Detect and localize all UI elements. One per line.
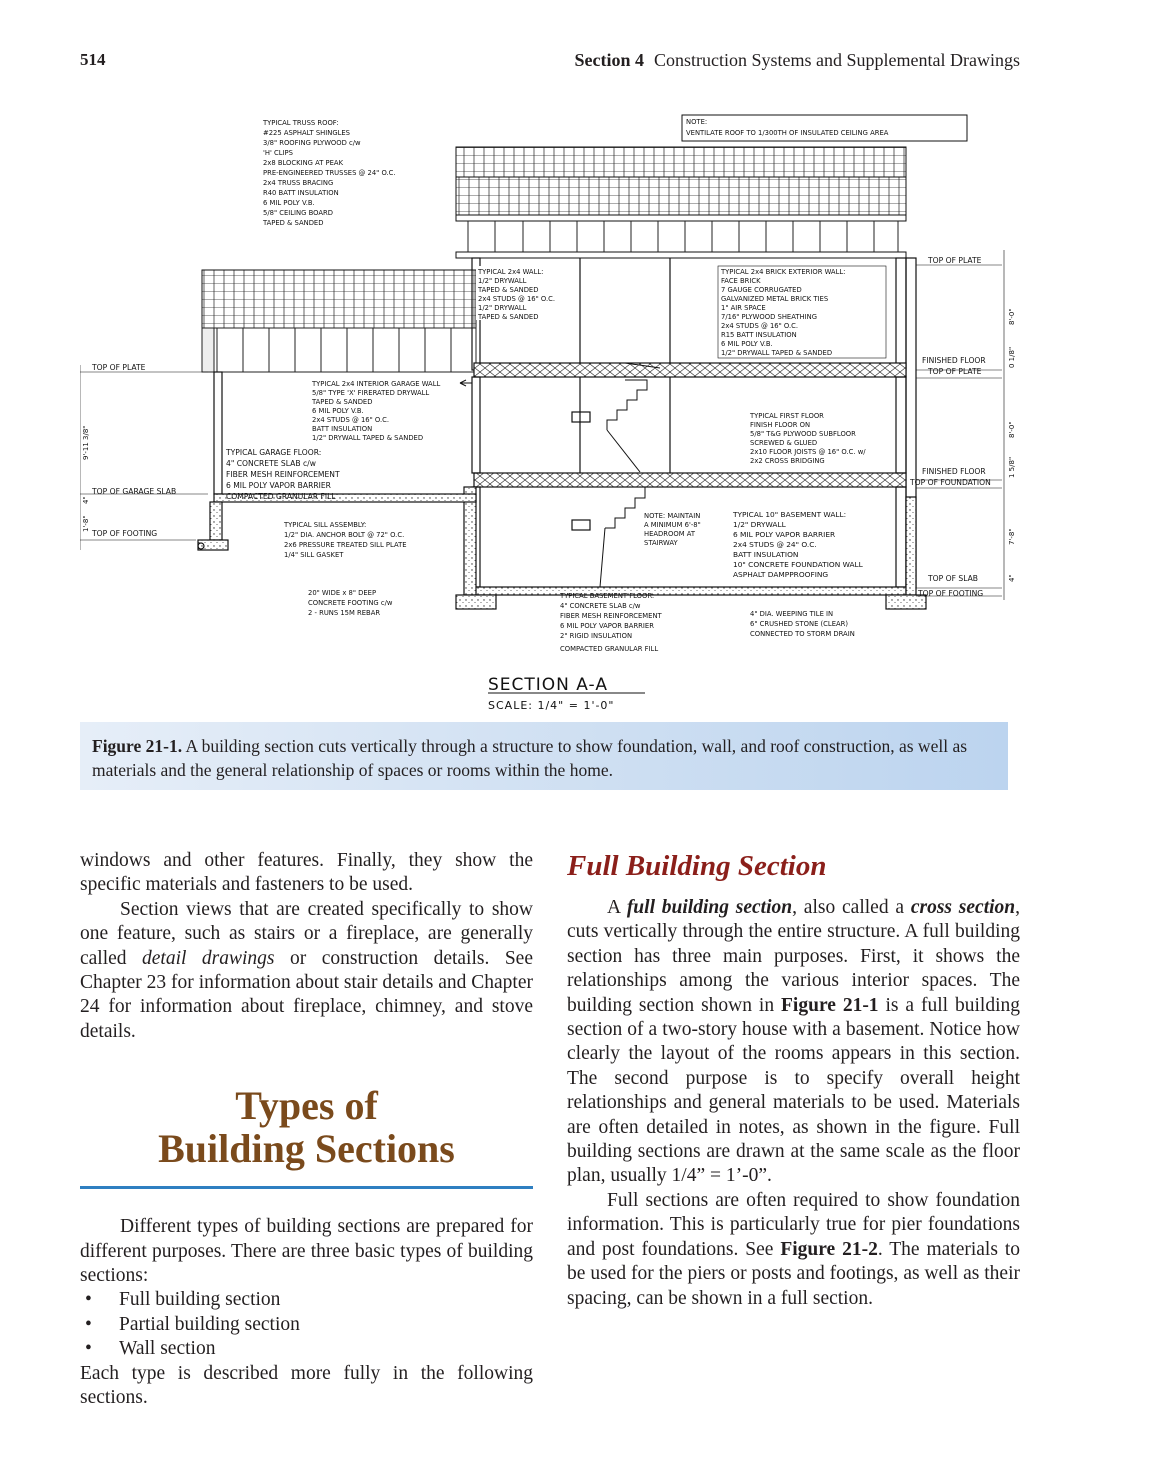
int-wall-note <box>476 266 555 321</box>
svg-text:ASPHALT DAMPPROOFING: ASPHALT DAMPPROOFING <box>733 570 829 579</box>
svg-text:SCREWED & GLUED: SCREWED & GLUED <box>750 439 818 447</box>
svg-text:TOP OF PLATE: TOP OF PLATE <box>928 367 982 376</box>
svg-text:6 MIL POLY V.B.: 6 MIL POLY V.B. <box>263 199 315 207</box>
list-item: • Full building section <box>80 1288 533 1312</box>
svg-text:VENTILATE ROOF TO 1/300TH OF I: VENTILATE ROOF TO 1/300TH OF INSULATED CEILING AREA <box>686 129 889 137</box>
svg-text:CONNECTED TO STORM DRAIN: CONNECTED TO STORM DRAIN <box>750 630 855 638</box>
svg-text:2x4 STUDS @ 16" O.C.: 2x4 STUDS @ 16" O.C. <box>721 322 799 330</box>
svg-text:TYPICAL 2x4 WALL:: TYPICAL 2x4 WALL: <box>478 268 544 276</box>
paragraph: windows and other features. Finally, they show the specific materials and fasteners to be used. <box>80 850 533 896</box>
svg-text:20" WIDE x 8" DEEP: 20" WIDE x 8" DEEP <box>308 589 377 597</box>
svg-text:2x6 PRESSURE TREATED SILL PLAT: 2x6 PRESSURE TREATED SILL PLATE <box>284 541 407 549</box>
svg-text:TAPED & SANDED: TAPED & SANDED <box>478 286 539 294</box>
brick-wall-note <box>718 266 886 358</box>
svg-text:#225 ASPHALT SHINGLES: #225 ASPHALT SHINGLES <box>263 129 350 137</box>
svg-text:7/16" PLYWOOD SHEATHING: 7/16" PLYWOOD SHEATHING <box>721 313 817 321</box>
right-level-labels <box>909 250 1016 600</box>
svg-text:6 MIL POLY VAPOR BARRIER: 6 MIL POLY VAPOR BARRIER <box>226 481 331 490</box>
paragraph: Different types of building sections are prepared for different purposes. There are three basic types of building sections: <box>80 1216 533 1287</box>
svg-text:6" CRUSHED STONE (CLEAR): 6" CRUSHED STONE (CLEAR) <box>750 620 849 628</box>
svg-text:6 MIL POLY V.B.: 6 MIL POLY V.B. <box>721 340 773 348</box>
svg-text:TOP OF PLATE: TOP OF PLATE <box>928 256 982 265</box>
subsection-heading: Full Building Section <box>567 850 827 882</box>
figure-reference: Figure 21-1 <box>781 994 879 1016</box>
term-detail-drawings: detail drawings <box>142 947 275 969</box>
svg-text:R15 BATT INSULATION: R15 BATT INSULATION <box>721 331 797 339</box>
svg-text:2x4 TRUSS BRACING: 2x4 TRUSS BRACING <box>263 179 334 187</box>
list-item: • Wall section <box>80 1337 533 1361</box>
basement-wall-note <box>730 508 890 582</box>
figure-reference: Figure 21-2 <box>780 1238 878 1260</box>
svg-text:6 MIL POLY VAPOR BARRIER: 6 MIL POLY VAPOR BARRIER <box>560 622 654 630</box>
svg-text:TYPICAL 10" BASEMENT WALL:: TYPICAL 10" BASEMENT WALL: <box>733 510 847 519</box>
svg-text:FINISHED FLOOR: FINISHED FLOOR <box>922 356 986 365</box>
svg-text:NOTE: MAINTAIN: NOTE: MAINTAIN <box>644 512 701 520</box>
svg-text:TOP OF FOUNDATION: TOP OF FOUNDATION <box>910 478 991 487</box>
first-floor-note <box>748 410 868 466</box>
svg-text:FINISH FLOOR ON: FINISH FLOOR ON <box>750 421 811 429</box>
svg-text:TAPED & SANDED: TAPED & SANDED <box>312 398 373 406</box>
caption-text: A building section cuts vertically through a structure to show foundation, wall, and roof construction, as well as materials and the general relationship of spaces or rooms within the home. <box>92 736 968 780</box>
paragraph: Full sections are often required to show foundation information. This is particularly true for pier foundations and post foundations. See Figure 21-2. The materials to be used for the piers or posts and footings, as well as their spacing, can be shown in a full section. <box>567 1189 1020 1309</box>
svg-text:5/8" T&G PLYWOOD SUBFLOOR: 5/8" T&G PLYWOOD SUBFLOOR <box>750 430 856 438</box>
garage-wall-note <box>311 380 472 442</box>
svg-text:FIBER MESH REINFORCEMENT: FIBER MESH REINFORCEMENT <box>560 612 662 620</box>
caption-label: Figure 21-1. <box>92 736 183 756</box>
svg-text:6 MIL POLY V.B.: 6 MIL POLY V.B. <box>312 407 364 415</box>
svg-text:TAPED & SANDED: TAPED & SANDED <box>263 219 324 227</box>
svg-text:2 - RUNS 15M REBAR: 2 - RUNS 15M REBAR <box>308 609 381 617</box>
svg-text:PRE-ENGINEERED TRUSSES @ 24" O: PRE-ENGINEERED TRUSSES @ 24" O.C. <box>263 169 396 177</box>
svg-text:5/8" TYPE 'X' FIRERATED DRYWAL: 5/8" TYPE 'X' FIRERATED DRYWALL <box>312 389 430 397</box>
section-title-block <box>488 675 645 712</box>
svg-text:TOP OF SLAB: TOP OF SLAB <box>928 574 978 583</box>
svg-text:2x4 STUDS @ 16" O.C.: 2x4 STUDS @ 16" O.C. <box>312 416 390 424</box>
svg-text:GALVANIZED METAL BRICK TIES: GALVANIZED METAL BRICK TIES <box>721 295 829 303</box>
svg-text:TYPICAL TRUSS ROOF:: TYPICAL TRUSS ROOF: <box>263 119 339 127</box>
svg-text:BATT INSULATION: BATT INSULATION <box>733 550 799 559</box>
svg-text:7'-8": 7'-8" <box>1008 528 1016 545</box>
svg-text:FIBER MESH REINFORCEMENT: FIBER MESH REINFORCEMENT <box>226 470 340 479</box>
svg-text:1/2" DRYWALL: 1/2" DRYWALL <box>733 520 786 529</box>
sill-note <box>283 521 407 559</box>
svg-text:4" DIA. WEEPING TILE IN: 4" DIA. WEEPING TILE IN <box>750 610 834 618</box>
svg-text:TAPED & SANDED: TAPED & SANDED <box>478 313 539 321</box>
svg-text:TOP OF FOOTING: TOP OF FOOTING <box>918 589 984 598</box>
svg-text:2x10 FLOOR JOISTS @ 16" O.C. w: 2x10 FLOOR JOISTS @ 16" O.C. w/ <box>750 448 866 456</box>
svg-text:CONCRETE FOOTING c/w: CONCRETE FOOTING c/w <box>308 599 393 607</box>
svg-text:0 1/8": 0 1/8" <box>1008 346 1016 368</box>
svg-text:2x8 BLOCKING AT PEAK: 2x8 BLOCKING AT PEAK <box>263 159 344 167</box>
svg-text:FACE BRICK: FACE BRICK <box>721 277 761 285</box>
paragraph: Each type is described more fully in the following sections. <box>80 1362 533 1409</box>
svg-text:TOP OF FOOTING: TOP OF FOOTING <box>92 529 158 538</box>
svg-text:10" CONCRETE FOUNDATION WALL: 10" CONCRETE FOUNDATION WALL <box>733 560 863 569</box>
svg-text:3/8" ROOFING PLYWOOD c/w: 3/8" ROOFING PLYWOOD c/w <box>263 139 361 147</box>
svg-text:2x4 STUDS @ 24" O.C.: 2x4 STUDS @ 24" O.C. <box>733 540 817 549</box>
roof-note <box>262 119 396 227</box>
garage-floor-note <box>225 448 340 501</box>
svg-text:TOP OF PLATE: TOP OF PLATE <box>92 363 146 372</box>
term-full-building-section: full building section <box>626 897 793 918</box>
svg-text:SECTION A-A: SECTION A-A <box>488 675 608 695</box>
paragraph: Section views that are created specifically to show one feature, such as stairs or a fireplace, are generally called detail drawings or construction details. See Chapter 23 for information about stair details and Chapter 24 for information about fireplace, chimney, and stove details. <box>80 898 533 1042</box>
svg-text:1/2" DRYWALL TAPED & SANDED: 1/2" DRYWALL TAPED & SANDED <box>721 349 833 357</box>
svg-text:FINISHED FLOOR: FINISHED FLOOR <box>922 467 986 476</box>
heading-rule <box>80 1186 533 1189</box>
svg-text:'H' CLIPS: 'H' CLIPS <box>263 149 293 157</box>
list-item: • Partial building section <box>80 1313 533 1337</box>
svg-text:7 GAUGE CORRUGATED: 7 GAUGE CORRUGATED <box>721 286 802 294</box>
running-head <box>575 50 1020 71</box>
svg-text:BATT INSULATION: BATT INSULATION <box>312 425 373 433</box>
svg-text:A MINIMUM 6'-8": A MINIMUM 6'-8" <box>644 521 701 529</box>
svg-text:NOTE:: NOTE: <box>686 118 708 126</box>
svg-text:9'-11 3/8": 9'-11 3/8" <box>82 425 90 460</box>
term-cross-section: cross section <box>910 897 1016 918</box>
svg-text:1/2" DRYWALL TAPED & SANDED: 1/2" DRYWALL TAPED & SANDED <box>312 434 424 442</box>
svg-text:6 MIL POLY VAPOR BARRIER: 6 MIL POLY VAPOR BARRIER <box>733 530 836 539</box>
svg-text:TYPICAL SILL ASSEMBLY:: TYPICAL SILL ASSEMBLY: <box>284 521 367 529</box>
figure-caption <box>80 722 1008 790</box>
svg-text:4": 4" <box>1008 574 1016 582</box>
svg-text:8'-0": 8'-0" <box>1008 421 1016 438</box>
svg-text:TYPICAL 2x4 INTERIOR GARAGE WA: TYPICAL 2x4 INTERIOR GARAGE WALL <box>312 380 441 388</box>
left-column <box>80 849 533 1411</box>
svg-text:2x2 CROSS BRIDGING: 2x2 CROSS BRIDGING <box>750 457 825 465</box>
svg-text:5/8" CEILING BOARD: 5/8" CEILING BOARD <box>263 209 333 217</box>
svg-text:1/2" DIA. ANCHOR BOLT @ 72" O.: 1/2" DIA. ANCHOR BOLT @ 72" O.C. <box>284 531 405 539</box>
svg-text:COMPACTED GRANULAR FILL: COMPACTED GRANULAR FILL <box>226 492 336 501</box>
svg-text:1 5/8": 1 5/8" <box>1008 456 1016 478</box>
left-level-labels <box>80 363 208 550</box>
svg-text:TYPICAL FIRST FLOOR: TYPICAL FIRST FLOOR <box>750 412 824 420</box>
svg-text:4": 4" <box>82 496 90 504</box>
basement-floor-note <box>559 592 663 653</box>
svg-text:1" AIR SPACE: 1" AIR SPACE <box>721 304 766 312</box>
svg-text:TYPICAL GARAGE FLOOR:: TYPICAL GARAGE FLOOR: <box>226 448 322 457</box>
right-column <box>567 849 1020 1311</box>
svg-text:COMPACTED GRANULAR FILL: COMPACTED GRANULAR FILL <box>560 645 659 653</box>
svg-text:TYPICAL 2x4 BRICK EXTERIOR WAL: TYPICAL 2x4 BRICK EXTERIOR WALL: <box>721 268 846 276</box>
svg-text:4" CONCRETE SLAB c/w: 4" CONCRETE SLAB c/w <box>226 459 316 468</box>
vent-note <box>682 115 967 141</box>
svg-text:1/2" DRYWALL: 1/2" DRYWALL <box>478 277 527 285</box>
page-number: 514 <box>80 50 106 69</box>
svg-text:1/4" SILL GASKET: 1/4" SILL GASKET <box>284 551 344 559</box>
weeping-note <box>750 610 855 638</box>
svg-text:1'-8": 1'-8" <box>82 515 90 532</box>
svg-text:STAIRWAY: STAIRWAY <box>644 539 678 547</box>
svg-text:1/2" DRYWALL: 1/2" DRYWALL <box>478 304 527 312</box>
svg-text:2" RIGID INSULATION: 2" RIGID INSULATION <box>560 632 633 640</box>
svg-text:TYPICAL BASEMENT FLOOR:: TYPICAL BASEMENT FLOOR: <box>560 592 655 600</box>
paragraph: A full building section, also called a cross section, cuts vertically through the entire structure. A full building section has three main purposes. First, it shows the relationships among the various interior spaces. The building section shown in Figure 21-1 is a full building section of a two-story house with a basement. Notice how clearly the layout of the rooms appears in this section. The second purpose is to specify overall height relationships and general materials to be used. Materials are often detailed in notes, as shown in the figure. Full building sections are drawn at the same scale as the floor plan, usually 1/4” = 1’-0”. <box>567 897 1021 1187</box>
svg-text:2x4 STUDS @ 16" O.C.: 2x4 STUDS @ 16" O.C. <box>478 295 556 303</box>
running-head-title: Construction Systems and Supplemental Drawings <box>654 50 1020 70</box>
headroom-note <box>642 510 708 550</box>
building-section-drawing <box>80 100 1020 715</box>
svg-text:8'-0": 8'-0" <box>1008 308 1016 325</box>
svg-text:4" CONCRETE SLAB c/w: 4" CONCRETE SLAB c/w <box>560 602 641 610</box>
running-head-section: Section 4 <box>574 50 645 70</box>
svg-text:TOP OF GARAGE SLAB: TOP OF GARAGE SLAB <box>92 487 177 496</box>
svg-text:SCALE: 1/4" = 1'-0": SCALE: 1/4" = 1'-0" <box>488 699 615 712</box>
section-heading: Types of Building Sections <box>158 1083 455 1172</box>
svg-text:HEADROOM AT: HEADROOM AT <box>644 530 696 538</box>
svg-text:R40 BATT INSULATION: R40 BATT INSULATION <box>263 189 339 197</box>
footing-note <box>308 589 393 617</box>
